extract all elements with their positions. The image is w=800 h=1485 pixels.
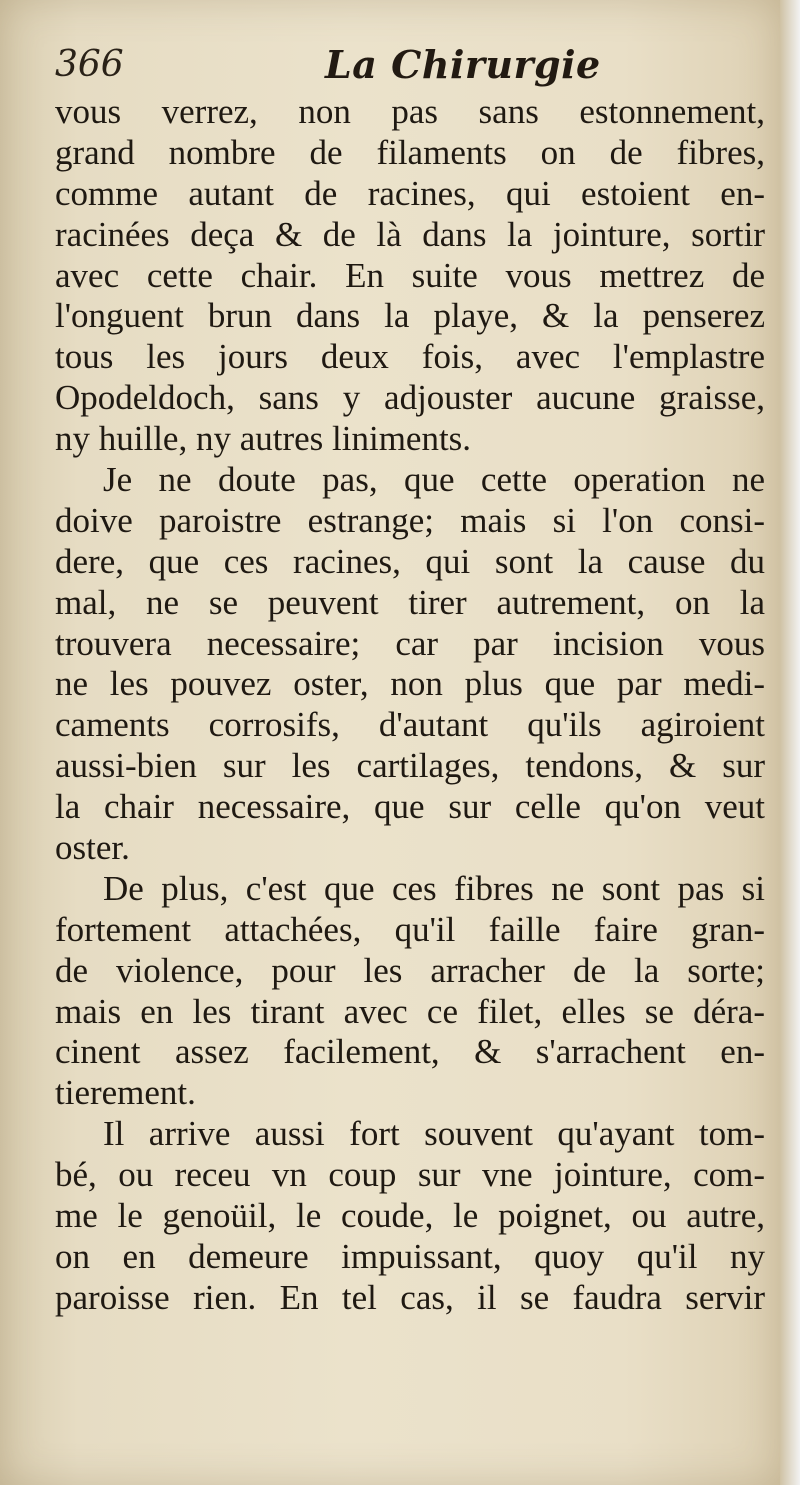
- text-line: de violence, pour les arracher de la sorte;: [55, 950, 765, 990]
- text-line: mais en les tirant avec ce filet, elles se déra-: [55, 991, 765, 1031]
- text-line: paroisse rien. En tel cas, il se faudra servir: [55, 1277, 765, 1317]
- text-line: dere, que ces racines, qui sont la cause du: [55, 541, 765, 581]
- text-line: Je ne doute pas, que cette operation ne: [103, 460, 765, 500]
- page-number: 366: [55, 44, 124, 85]
- text-line: fortement attachées, qu'il faille faire gran-: [55, 909, 765, 949]
- text-line: mal, ne se peuvent tirer autrement, on la: [55, 582, 765, 622]
- text-line: on en demeure impuissant, quoy qu'il ny: [55, 1236, 765, 1276]
- text-line: grand nombre de filaments on de fibres,: [55, 132, 765, 172]
- text-line: aussi-bien sur les cartilages, tendons, & sur: [55, 746, 765, 786]
- text-line: Il arrive aussi fort souvent qu'ayant tom-: [103, 1114, 765, 1154]
- body-text: [55, 92, 765, 1319]
- text-line: tous les jours deux fois, avec l'emplastre: [55, 337, 765, 377]
- text-line: trouvera necessaire; car par incision vous: [55, 623, 765, 663]
- text-line: la chair necessaire, que sur celle qu'on veut: [55, 787, 765, 827]
- text-line: De plus, c'est que ces fibres ne sont pas si: [103, 868, 765, 908]
- text-line: cinent assez facilement, & s'arrachent en-: [55, 1032, 765, 1072]
- text-line: avec cette chair. En suite vous mettrez de: [55, 255, 765, 295]
- text-line: vous verrez, non pas sans estonnement,: [55, 92, 765, 131]
- text-line: l'onguent brun dans la playe, & la penserez: [55, 296, 765, 336]
- text-line: me le genoüil, le coude, le poignet, ou autre,: [55, 1196, 765, 1236]
- text-line: oster.: [55, 828, 130, 868]
- text-line: caments corrosifs, d'autant qu'ils agiroient: [55, 705, 765, 745]
- text-line: Opodeldoch, sans y adjouster aucune graisse,: [55, 378, 765, 418]
- text-line: doive paroistre estrange; mais si l'on consi-: [55, 500, 765, 540]
- running-head: La Chirurgie: [325, 42, 601, 87]
- text-line: ne les pouvez oster, non plus que par medi-: [55, 664, 765, 704]
- text-line: tierement.: [55, 1073, 196, 1113]
- page-header: [55, 38, 755, 94]
- text-line: comme autant de racines, qui estoient en-: [55, 173, 765, 213]
- text-line: bé, ou receu vn coup sur vne jointure, com-: [55, 1155, 765, 1195]
- text-line: racinées deça & de là dans la jointure, sortir: [55, 214, 765, 254]
- text-line: ny huille, ny autres liniments.: [55, 419, 472, 459]
